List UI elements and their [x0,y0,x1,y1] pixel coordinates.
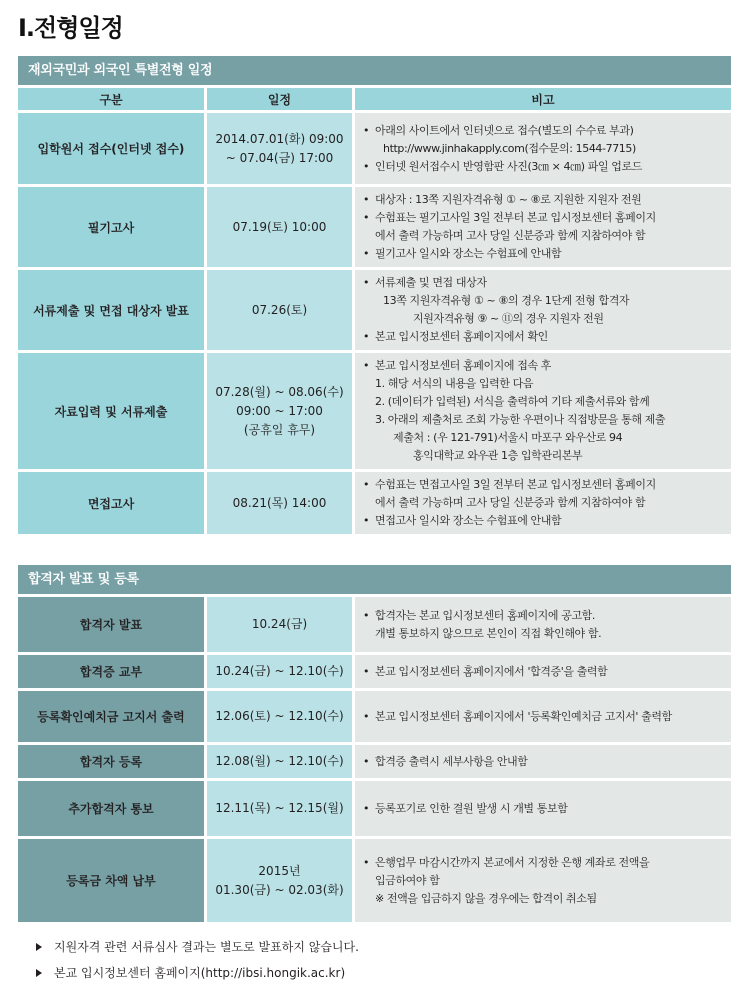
table-row [18,270,731,353]
remark-line: 제출처 : (우 121-791)서울시 마포구 와우산로 94 [393,431,623,444]
remark-line: 홍익대학교 와우관 1층 입학관리본부 [413,449,583,462]
table-row [18,353,731,472]
schedule-line: 09:00 ~ 17:00 [236,403,323,418]
row-remarks [355,691,731,745]
row-schedule [207,745,355,781]
remark-line: • 본교 입시정보센터 홈페이지에서 '등록확인예치금 고지서' 출력함 [363,708,723,726]
row-remarks [355,187,731,270]
page-title: I.전형일정 [18,14,123,42]
triangle-bullet-icon [36,943,42,951]
section-heading: 재외국민과 외국인 특별전형 일정 [18,56,731,85]
remark-line: • 본교 입시정보센터 홈페이지에서 확인 [363,328,723,346]
table-row [18,781,731,839]
footer-note [36,934,359,960]
remark-line: • 합격증 출력시 세부사항을 안내함 [363,753,723,771]
remark-line: • 인터넷 원서접수시 반영함판 사진(3㎝ × 4㎝) 파일 업로드 [363,158,723,176]
table-row [18,745,731,781]
remark-line: • 서류제출 및 면접 대상자 [363,274,723,292]
remark-line: 13쪽 지원자격유형 ① ~ ⑧의 경우 1단계 전형 합격자 [383,294,630,307]
remark-line: • 은행업무 마감시간까지 본교에서 지정한 은행 계좌로 전액을 [363,854,723,872]
remark-line: • 아래의 사이트에서 인터넷으로 접수(별도의 수수료 부과) [363,122,723,140]
row-schedule [207,781,355,839]
remark-line: 입금하여야 함 [375,873,440,887]
row-remarks [355,113,731,187]
schedule-line: 07.19(토) 10:00 [232,219,327,234]
header-category: 구분 [18,85,207,113]
row-category: 추가합격자 통보 [18,781,207,839]
row-category: 서류제출 및 면접 대상자 발표 [18,270,207,353]
row-schedule [207,353,355,472]
row-schedule [207,270,355,353]
row-category: 입학원서 접수(인터넷 접수) [18,113,207,187]
footer-note-text: 지원자격 관련 서류심사 결과는 별도로 발표하지 않습니다. [54,940,359,954]
table-row [18,597,731,655]
header-schedule: 일정 [207,85,355,113]
results-section [18,565,731,925]
table-row [18,691,731,745]
row-category: 합격자 등록 [18,745,207,781]
row-category: 필기고사 [18,187,207,270]
remark-line: • 대상자 : 13쪽 지원자격유형 ① ~ ⑧로 지원한 지원자 전원 [363,191,723,209]
remark-line: http://www.jinhakapply.com(접수문의: 1544-7715) [383,141,636,155]
schedule-line: 08.21(목) 14:00 [232,495,327,510]
row-schedule [207,113,355,187]
schedule-line: 12.06(토) ~ 12.10(수) [215,709,344,723]
row-category: 합격자 발표 [18,597,207,655]
schedule-line: 12.08(월) ~ 12.10(수) [215,754,344,768]
remark-line: • 본교 입시정보센터 홈페이지에 접속 후 [363,357,723,375]
row-remarks [355,270,731,353]
remark-line: ※ 전액을 입금하지 않을 경우에는 합격이 취소됨 [375,891,597,905]
row-schedule [207,839,355,925]
remark-line: • 등록포기로 인한 결원 발생 시 개별 통보함 [363,800,723,818]
section-heading: 합격자 발표 및 등록 [18,565,731,594]
row-schedule [207,691,355,745]
schedule-line: 07.26(토) [251,302,308,317]
row-schedule [207,597,355,655]
row-category: 등록금 차액 납부 [18,839,207,925]
table-row [18,839,731,925]
footer-note [36,960,359,986]
schedule-table [18,85,731,537]
schedule-line: 2014.07.01(화) 09:00 [215,131,344,146]
remark-line: 개별 통보하지 않으므로 본인이 직접 확인해야 함. [375,626,602,640]
row-category: 면접고사 [18,472,207,537]
footer-notes [36,934,359,986]
row-category: 등록확인예치금 고지서 출력 [18,691,207,745]
row-category: 합격증 교부 [18,655,207,691]
remark-line: 지원자격유형 ⑨ ~ ⑪의 경우 지원자 전원 [413,312,604,325]
table-row [18,113,731,187]
schedule-section [18,56,731,537]
table-row [18,187,731,270]
row-remarks [355,655,731,691]
row-schedule [207,187,355,270]
row-schedule [207,472,355,537]
remark-line: • 수험표는 면접고사일 3일 전부터 본교 입시정보센터 홈페이지 [363,476,723,494]
schedule-line: (공휴일 휴무) [243,422,316,437]
schedule-line: 07.28(월) ~ 08.06(수) [215,384,344,399]
remark-line: • 본교 입시정보센터 홈페이지에서 '합격증'을 출력함 [363,663,723,681]
remark-line: 1. 해당 서식의 내용을 입력한 다음 [375,377,534,390]
footer-note-text: 본교 입시정보센터 홈페이지(http://ibsi.hongik.ac.kr) [54,966,346,980]
remark-line: • 합격자는 본교 입시정보센터 홈페이지에 공고함. [363,607,723,625]
header-remarks: 비고 [355,85,731,113]
table-row [18,655,731,691]
remark-line: • 필기고사 일시와 장소는 수험표에 안내함 [363,245,723,263]
schedule-line: 10.24(금) ~ 12.10(수) [215,664,344,678]
schedule-line: 01.30(금) ~ 02.03(화) [215,882,344,897]
remark-line: • 수험표는 필기고사일 3일 전부터 본교 입시정보센터 홈페이지 [363,209,723,227]
triangle-bullet-icon [36,969,42,977]
row-remarks [355,353,731,472]
remark-line: 3. 아래의 제출처로 조회 가능한 우편이나 직접방문을 통해 제출 [375,413,666,426]
table-row [18,472,731,537]
schedule-line: 2015년 [258,863,301,878]
remark-line: • 면접고사 일시와 장소는 수험표에 안내함 [363,512,723,530]
schedule-line: ~ 07.04(금) 17:00 [225,150,334,165]
row-remarks [355,472,731,537]
row-category: 자료입력 및 서류제출 [18,353,207,472]
row-schedule [207,655,355,691]
row-remarks [355,781,731,839]
remark-line: 에서 출력 가능하며 고사 당일 신분증과 함께 지참하여야 함 [375,229,646,242]
results-table [18,594,731,925]
row-remarks [355,745,731,781]
row-remarks [355,839,731,925]
schedule-line: 12.11(목) ~ 12.15(월) [215,801,344,815]
schedule-line: 10.24(금) [251,617,308,631]
remark-line: 에서 출력 가능하며 고사 당일 신분증과 함께 지참하여야 함 [375,496,646,509]
remark-line: 2. (데이터가 입력된) 서식을 출력하여 기타 제출서류와 함께 [375,395,650,408]
row-remarks [355,597,731,655]
